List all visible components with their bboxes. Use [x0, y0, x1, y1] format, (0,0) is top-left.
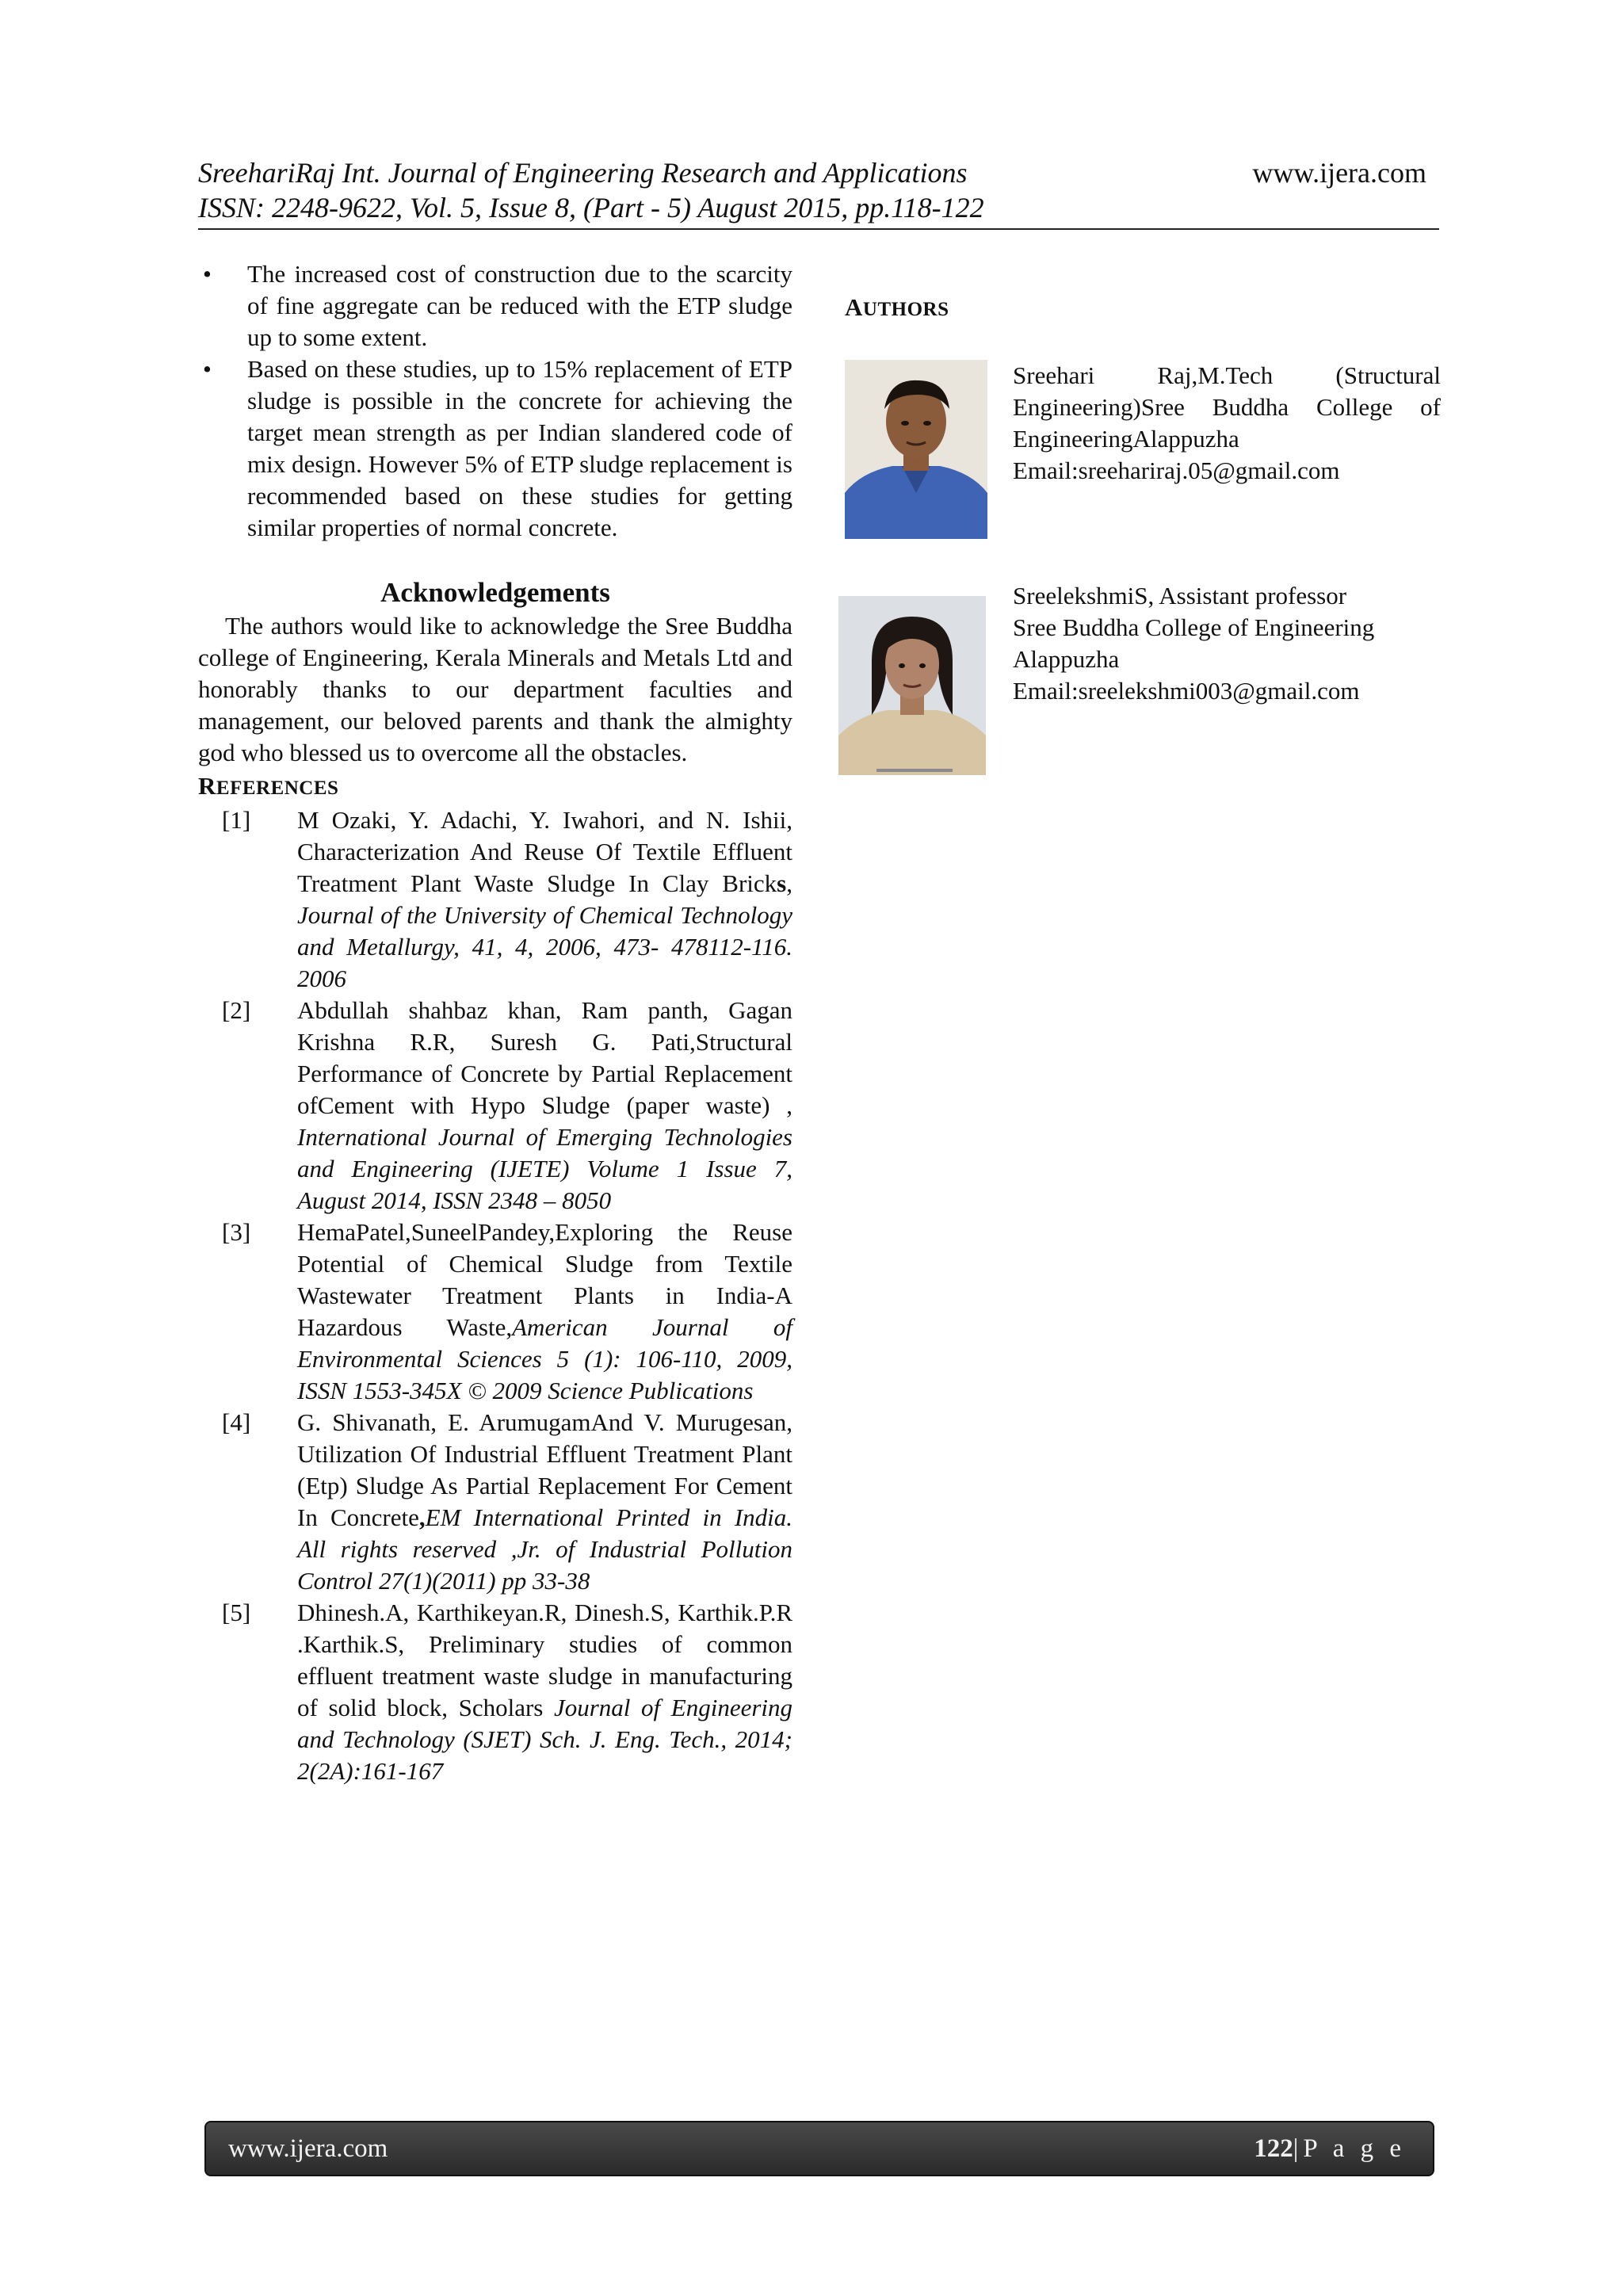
author-name: SreelekshmiS, Assistant professor [1013, 582, 1347, 609]
reference-item: [2] Abdullah shahbaz khan, Ram panth, Gagan Krishna R.R, Suresh G. Pati,Structural Performance of Concrete by Partial Replacement ofCement with Hypo Sludge (paper waste) , International Journal of Emerging Technologies and Engineering (IJETE) Volume 1 Issue 7, August 2014, ISSN 2348 – 8050 [222, 996, 793, 1214]
author-photo [838, 596, 986, 775]
footer-website: www.ijera.com [228, 2134, 388, 2163]
author-affiliation: Sreehari Raj,M.Tech (Structural Engineering)Sree Buddha College of EngineeringAlappuzha [1013, 361, 1441, 453]
reference-item: [4] G. Shivanath, E. ArumugamAnd V. Murugesan, Utilization Of Industrial Effluent Treatment Plant (Etp) Sludge As Partial Replacement For Cement In Concrete,EM International Printed in India. All rights reserved ,Jr. of Industrial Pollution Control 27(1)(2011) pp 33-38 [222, 1408, 793, 1595]
bullet-icon: • [203, 355, 212, 383]
right-column [845, 258, 1441, 705]
reference-item: [1] M Ozaki, Y. Adachi, Y. Iwahori, and N. Ishii, Characterization And Reuse Of Textile Effluent Treatment Plant Waste Sludge In Clay Bricks, Journal of the University of Chemical Technology and Metallurgy, 41, 4, 2006, 473- 478112-116. 2006 [222, 806, 792, 992]
conclusion-item: • Based on these studies, up to 15% replacement of ETP sludge is possible in the concrete for achieving the target mean strength as per Indian slandered code of mix design. However 5% of ETP sludge replacement is recommended based on these studies for getting similar properties of normal concrete. [203, 355, 792, 541]
author-details [1013, 580, 1441, 707]
footer-page-number: 122|P a g e [1254, 2134, 1406, 2163]
author-details [1013, 360, 1441, 487]
bullet-icon: • [203, 260, 212, 288]
references-heading: REFERENCES [198, 772, 339, 800]
conclusion-list [198, 258, 792, 544]
authors-heading: AUTHORS [845, 293, 949, 321]
page-footer [204, 2121, 1434, 2176]
left-column [198, 258, 792, 1787]
author-photo [845, 360, 987, 539]
journal-title: SreehariRaj Int. Journal of Engineering Research and Applications [198, 157, 968, 189]
acknowledgements-body: The authors would like to acknowledge the Sree Buddha college of Engineering, Kerala Minerals and Metals Ltd and honorably thanks to our department faculties and management, our beloved parents and thank the almighty god who blessed us to overcome all the obstacles. [198, 612, 792, 766]
author-email: Email:sreehariraj.05@gmail.com [1013, 457, 1340, 484]
author-card [845, 580, 1441, 762]
reference-item: [3] HemaPatel,SuneelPandey,Exploring the Reuse Potential of Chemical Sludge from Textile Wastewater Treatment Plants in India-A Hazardous Waste,American Journal of Environmental Sciences 5 (1): 106-110, 2009, ISSN 1553-345X © 2009 Science Publications [222, 1218, 792, 1404]
reference-item: [5] Dhinesh.A, Karthikeyan.R, Dinesh.S, Karthik.P.R .Karthik.S, Preliminary studies of common effluent treatment waste sludge in manufacturing of solid block, Scholars Journal of Engineering and Technology (SJET) Sch. J. Eng. Tech., 2014; 2(2A):161-167 [222, 1599, 793, 1785]
conclusion-item: • The increased cost of construction due to the scarcity of fine aggregate can be reduced with the ETP sludge up to some extent. [203, 260, 792, 351]
author-location: Alappuzha [1013, 645, 1120, 673]
author-email: Email:sreelekshmi003@gmail.com [1013, 677, 1360, 705]
header-website: www.ijera.com [1252, 157, 1426, 189]
author-card [845, 360, 1441, 542]
header-rule [198, 228, 1439, 230]
reference-list [198, 804, 792, 1787]
running-header [198, 155, 1439, 225]
acknowledgements-heading: Acknowledgements [380, 577, 610, 608]
issue-info: ISSN: 2248-9622, Vol. 5, Issue 8, (Part - 5) August 2015, pp.118-122 [198, 192, 984, 223]
author-affiliation: Sree Buddha College of Engineering [1013, 613, 1375, 641]
